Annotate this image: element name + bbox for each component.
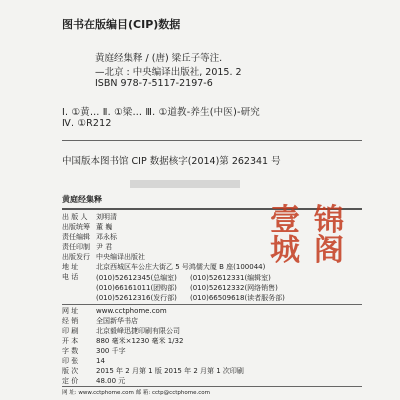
- info-row: [62, 326, 180, 336]
- info-label: 印 刷: [62, 327, 79, 335]
- info-value: 董 巍: [96, 223, 113, 231]
- info-value: 全国新华书店: [96, 317, 138, 325]
- phone-entry: (010)66509618(读者服务部): [190, 294, 285, 302]
- mid-rule: [62, 304, 362, 305]
- info-label: 责任编辑: [62, 233, 90, 241]
- seal-char: 阁: [314, 233, 344, 268]
- phone-entry: (010)52612332(网络销售): [190, 284, 278, 292]
- info-row: [62, 232, 117, 242]
- cip-title: 图书在版编目(CIP)数据: [62, 18, 181, 31]
- info-label: 定 价: [62, 377, 79, 385]
- info-row: [62, 376, 125, 386]
- info-label: 出版发行: [62, 253, 90, 261]
- cip-line-3: ISBN 978-7-5117-2197-6: [95, 78, 213, 89]
- info-value: www.cctphome.com: [96, 307, 167, 315]
- phone-entry: (010)52612331(编辑室): [190, 274, 271, 282]
- info-value: 2015 年 2 月第 1 版 2015 年 2 月第 1 次印刷: [96, 367, 244, 375]
- info-value: 北京毅峰迅捷印刷有限公司: [96, 327, 180, 335]
- info-value: 尹 君: [96, 243, 113, 251]
- info-row: [62, 366, 244, 376]
- info-label: 出 版 人: [62, 213, 88, 221]
- info-label: 开 本: [62, 337, 79, 345]
- book-title: 黄庭经集释: [62, 195, 102, 204]
- seal-char: 锦: [314, 203, 344, 238]
- footer-rule: [62, 386, 362, 387]
- info-row: [62, 222, 112, 232]
- info-row: [62, 242, 112, 252]
- info-value: 300 千字: [96, 347, 126, 355]
- cip-line-1: 黄庭经集释 / (唐) 梁丘子等注.: [95, 53, 223, 64]
- info-label: 经 销: [62, 317, 79, 325]
- phone-entry: (010)52612345(总编室): [96, 274, 177, 282]
- info-value: 邓永标: [96, 233, 117, 241]
- info-row: [62, 262, 265, 272]
- info-row: [62, 306, 167, 316]
- cip-class-1: Ⅰ. ①黄… Ⅱ. ①梁… Ⅲ. ①道教-养生(中医)-研究: [62, 107, 261, 118]
- phone-entry: (010)66161011(团购部): [96, 284, 177, 292]
- info-label: 印 张: [62, 357, 79, 365]
- cip-line-2: —北京 : 中央编译出版社, 2015. 2: [95, 67, 242, 78]
- info-label: 出版统筹: [62, 223, 90, 231]
- info-row: [62, 316, 138, 326]
- cip-class-2: Ⅳ. ①R212: [62, 118, 112, 129]
- phone-label: 电 话: [62, 273, 79, 281]
- info-label: 字 数: [62, 347, 79, 355]
- info-row: [62, 212, 117, 222]
- info-row: [62, 356, 105, 366]
- cip-rule: [62, 140, 362, 141]
- info-label: 地 址: [62, 263, 79, 271]
- faded-text-band: [130, 180, 240, 188]
- seal-char: 城: [270, 233, 300, 268]
- info-label: 版 次: [62, 367, 79, 375]
- phone-entry: (010)52612316(发行部): [96, 294, 177, 302]
- info-value: 北京西城区车公庄大街乙 5 号鸿儒大厦 B 座(100044): [96, 263, 266, 271]
- info-label: 责任印制: [62, 243, 90, 251]
- seal-stamp: [270, 203, 358, 268]
- info-row: [62, 346, 126, 356]
- phone-label-row: [62, 272, 96, 282]
- cip-data-number: 中国版本图书馆 CIP 数据核字(2014)第 262341 号: [62, 156, 281, 167]
- info-value: 刘明清: [96, 213, 117, 221]
- info-row: [62, 252, 145, 262]
- footer-contact: 网 址: www.cctphome.com 邮 箱: cctp@cctphome.com: [62, 390, 210, 396]
- info-label: 网 址: [62, 307, 79, 315]
- seal-char: 壹: [270, 203, 300, 238]
- info-row: [62, 336, 183, 346]
- info-value: 14: [96, 357, 105, 365]
- info-value: 中央编译出版社: [96, 253, 145, 261]
- info-value: 48.00 元: [96, 377, 126, 385]
- info-value: 880 毫米×1230 毫米 1/32: [96, 337, 184, 345]
